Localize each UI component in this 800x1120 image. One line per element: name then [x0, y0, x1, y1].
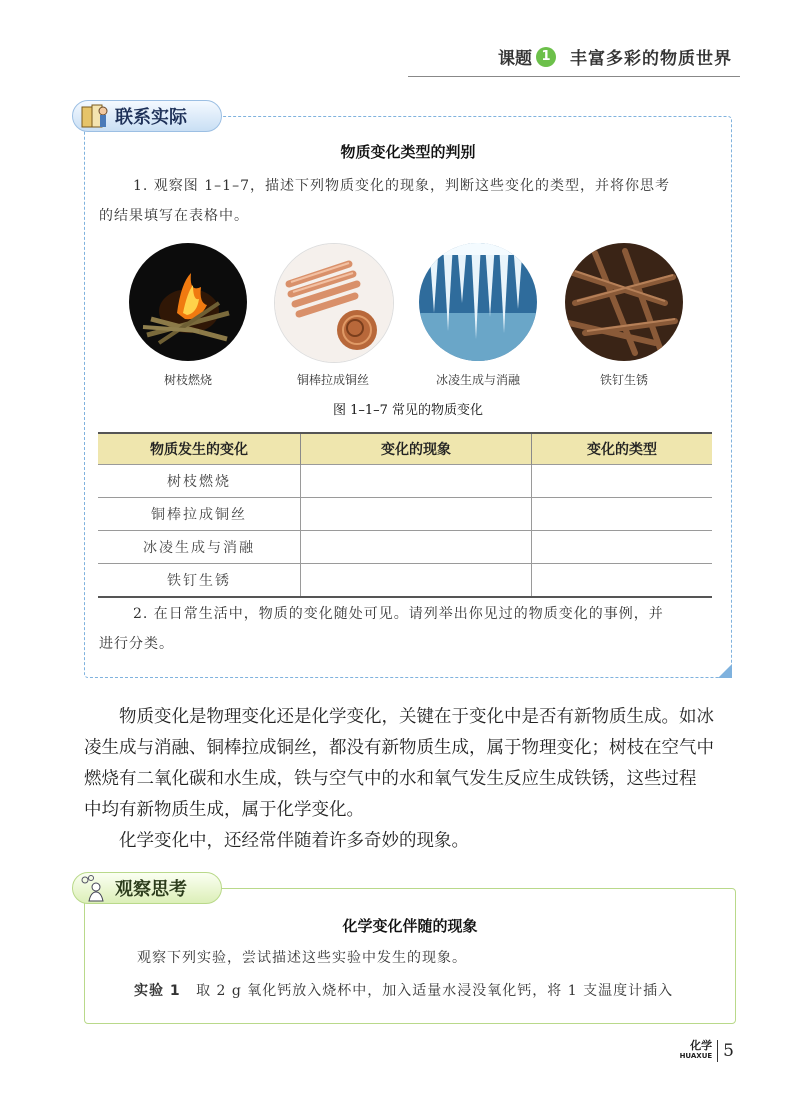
subject-name: 化学 — [690, 1039, 713, 1052]
page-header — [498, 44, 732, 69]
tab-observe — [72, 872, 222, 904]
change-table — [98, 432, 712, 598]
table-cell-blank — [301, 465, 532, 498]
observe-title: 化学变化伴随的现象 — [342, 917, 478, 935]
question-1-line-1: 1. 观察图 1–1–7，描述下列物质变化的现象，判断这些变化的类型，并将你思考 — [133, 178, 670, 194]
question-2-line-1: 2. 在日常生活中，物质的变化随处可见。请列举出你见过的物质变化的事例，并 — [133, 606, 664, 622]
table-cell-blank — [301, 564, 532, 598]
table-cell-blank — [532, 465, 713, 498]
table-row — [98, 531, 712, 564]
body-line-2: 凌生成与消融、铜棒拉成铜丝，都没有新物质生成，属于物理变化；树枝在空气中 — [84, 738, 714, 758]
tab-practice — [72, 100, 222, 132]
observe-box — [84, 888, 736, 1024]
table-header-type: 变化的类型 — [532, 433, 713, 465]
lesson-title: 丰富多彩的物质世界 — [570, 49, 732, 69]
experiment-1-label: 实验 1 — [134, 983, 181, 999]
table-cell-blank — [532, 564, 713, 598]
question-1-line-2: 的结果填写在表格中。 — [99, 208, 249, 224]
table-cell-blank — [301, 531, 532, 564]
footer-divider — [717, 1040, 718, 1062]
table-header-phenomenon: 变化的现象 — [301, 433, 532, 465]
table-cell-change: 冰凌生成与消融 — [98, 531, 301, 564]
table-row — [98, 498, 712, 531]
question-2-line-2: 进行分类。 — [99, 636, 174, 652]
lesson-number: 1 — [536, 47, 556, 67]
subject-mark — [680, 1041, 713, 1061]
practice-title: 物质变化类型的判别 — [340, 143, 476, 161]
header-rule — [408, 76, 740, 77]
table-cell-blank — [532, 531, 713, 564]
body-line-3: 燃烧有二氧化碳和水生成，铁与空气中的水和氧气发生反应生成铁锈，这些过程 — [84, 769, 697, 789]
thinking-person-icon — [79, 875, 109, 903]
photo-branch-burning — [129, 243, 247, 361]
table-cell-blank — [301, 498, 532, 531]
caption-rusty-nails: 铁钉生锈 — [599, 373, 648, 387]
table-row — [98, 465, 712, 498]
table-cell-change: 铁钉生锈 — [98, 564, 301, 598]
body-paragraphs — [84, 702, 736, 857]
subject-pinyin: HUAXUE — [679, 1052, 713, 1060]
table-row — [98, 564, 712, 598]
photo-copper-rod-to-wire — [274, 243, 394, 363]
table-cell-change: 树枝燃烧 — [98, 465, 301, 498]
table-header-change: 物质发生的变化 — [98, 433, 301, 465]
table-cell-blank — [532, 498, 713, 531]
experiment-1 — [134, 980, 673, 1000]
page-footer — [680, 1040, 734, 1062]
caption-branch-burning: 树枝燃烧 — [163, 373, 212, 387]
page-number: 5 — [723, 1041, 734, 1061]
tab-observe-label: 观察思考 — [115, 879, 187, 900]
caption-copper-rod: 铜棒拉成铜丝 — [296, 373, 369, 387]
observe-intro: 观察下列实验，尝试描述这些实验中发生的现象。 — [137, 950, 467, 966]
lesson-label: 课题 — [498, 49, 532, 69]
figure-caption: 图 1–1–7 常见的物质变化 — [332, 403, 484, 418]
caption-icicles: 冰凌生成与消融 — [435, 373, 520, 387]
tab-practice-label: 联系实际 — [115, 107, 187, 128]
table-cell-change: 铜棒拉成铜丝 — [98, 498, 301, 531]
body-line-1: 物质变化是物理变化还是化学变化，关键在于变化中是否有新物质生成。如冰 — [119, 707, 714, 727]
photo-rusty-nails — [565, 243, 683, 361]
experiment-1-text: 取 2 g 氧化钙放入烧杯中，加入适量水浸没氧化钙，将 1 支温度计插入 — [196, 983, 674, 999]
body-line-4: 中均有新物质生成，属于化学变化。 — [84, 800, 364, 820]
photo-icicles — [419, 243, 537, 361]
body-line-5: 化学变化中，还经常伴随着许多奇妙的现象。 — [119, 831, 469, 851]
book-reader-icon — [79, 103, 109, 131]
